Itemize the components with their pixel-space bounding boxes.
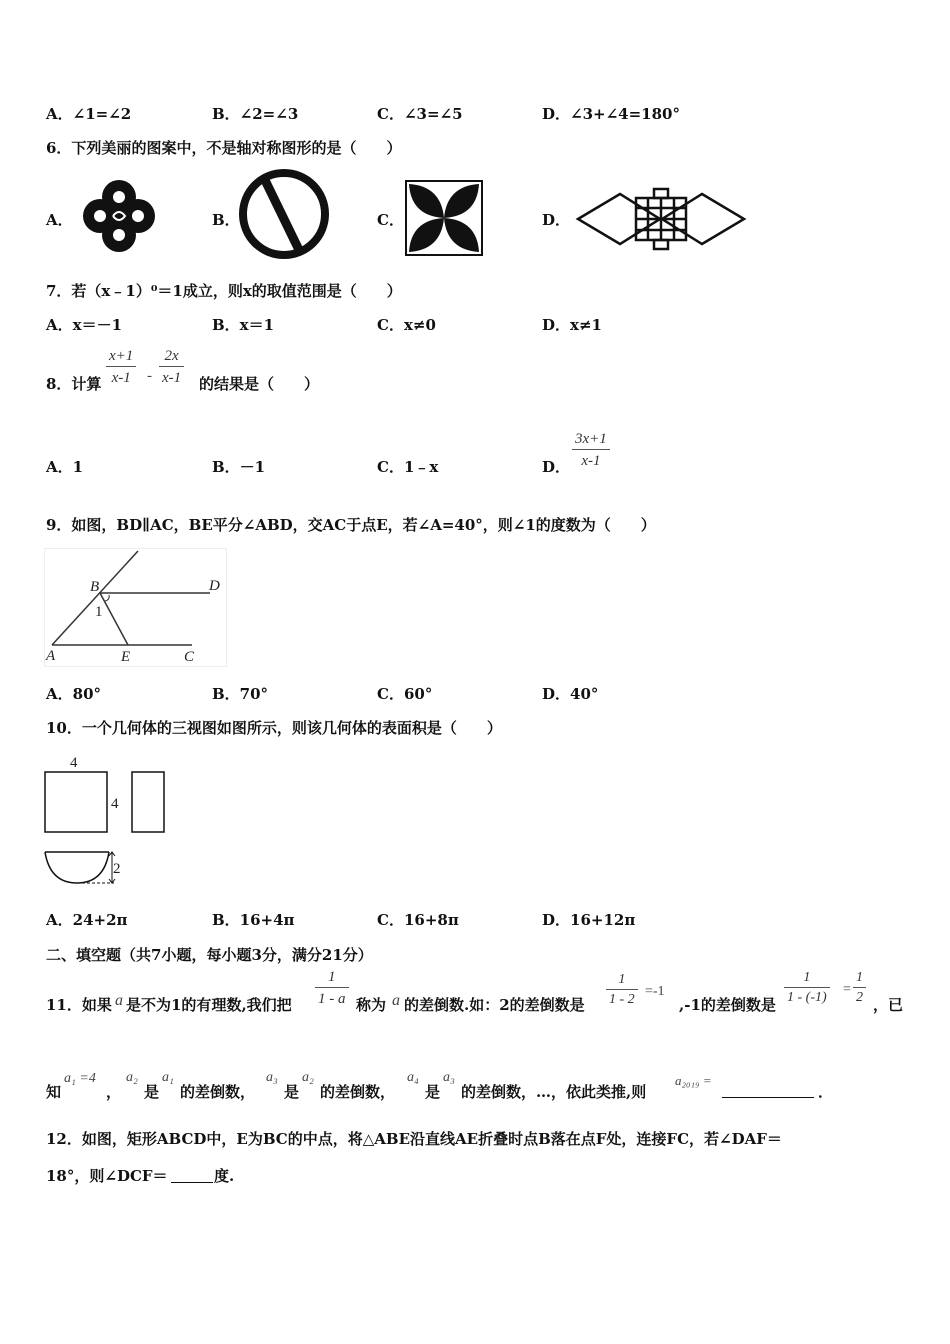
q9-label-d: D: [209, 578, 220, 594]
section-2-heading: 二、填空题（共7小题，每小题3分，满分21分）: [46, 946, 373, 964]
q8-frac1-denominator: x-1: [111, 370, 131, 386]
q10-stem: 10．一个几何体的三视图如图所示，则该几何体的表面积是（ ）: [46, 719, 502, 737]
q11-f-num: 1: [315, 967, 349, 988]
q11-eq2: =-1: [645, 984, 665, 999]
q11-tail: 的差倒数，…，依此类推,则: [461, 1083, 647, 1101]
pattern-d-chinese-knot-image: [576, 186, 746, 252]
q11-a2-1: a₂: [126, 1070, 138, 1085]
q11-is-2: 是: [284, 1083, 300, 1101]
q5-option-a: A．∠1=∠2: [46, 105, 132, 123]
q9-parallel-lines-figure: [44, 548, 228, 668]
q11-var-a-1: a: [115, 992, 123, 1009]
q7-stem: 7．若（x﹣1）⁰＝1成立，则x的取值范围是（ ）: [46, 282, 402, 300]
q7-option-a: A．x＝－1: [46, 316, 123, 334]
q9-option-a: A．80°: [46, 685, 102, 703]
q8-suffix: 的结果是（ ）: [199, 375, 320, 393]
q8-option-d: D．: [542, 458, 571, 476]
q9-option-c: C．60°: [377, 685, 433, 703]
q11-part1: 11．如果: [46, 996, 112, 1014]
q5-option-c: C．∠3=∠5: [377, 105, 463, 123]
q11-fraction-example-minus1: [784, 969, 830, 1008]
q11-part3: 称为: [356, 996, 387, 1014]
q6-stem: 6．下列美丽的图案中，不是轴对称图形的是（ ）: [46, 139, 402, 157]
q10-option-a: A．24+2π: [46, 911, 128, 929]
q11-f3-num: 1: [784, 969, 830, 988]
q7-option-c: C．x≠0: [377, 316, 436, 334]
q8-fraction-2: [159, 346, 184, 389]
q11-a4: a₄: [407, 1070, 419, 1085]
q8-prefix: 8．计算: [46, 375, 102, 393]
q11-fraction-result-half: [853, 969, 866, 1008]
q11-eq3-num: 1: [853, 969, 866, 988]
q11-answer-blank[interactable]: [722, 1096, 814, 1098]
q11-a2-2: a₂: [302, 1070, 314, 1085]
q7-option-b: B．x＝1: [212, 316, 275, 334]
q6-label-c: C．: [377, 211, 404, 229]
q11-eq3-den: 2: [856, 990, 863, 1005]
q8-option-c: C．1﹣x: [377, 458, 439, 476]
q8-option-d-fraction: [572, 429, 610, 472]
q11-is-1: 是: [144, 1083, 160, 1101]
q9-label-c: C: [184, 649, 195, 665]
q10-option-d: D．16+12π: [542, 911, 636, 929]
q8-d-numerator: 3x+1: [572, 429, 610, 450]
q8-option-b: B．－1: [212, 458, 266, 476]
q11-part2: 是不为1的有理数,我们把: [126, 996, 292, 1014]
q12-line2b: 度.: [214, 1167, 235, 1185]
q7-option-d: D．x≠1: [542, 316, 602, 334]
pattern-a-knot-image: [78, 178, 160, 254]
q9-option-b: B．70°: [212, 685, 269, 703]
q11-fraction-reciprocal: [315, 967, 349, 1010]
q8-fraction-1: [106, 346, 136, 389]
q11-comma: ，: [106, 1083, 122, 1101]
q10-label-height-2: 2: [113, 861, 121, 877]
q12-answer-blank[interactable]: [171, 1181, 213, 1183]
q5-option-d: D．∠3+∠4=180°: [542, 105, 680, 123]
pattern-b-circle-slash-image: [238, 168, 330, 260]
q8-option-a: A．1: [46, 458, 84, 476]
q9-label-angle-1: 1: [95, 604, 103, 620]
q11-part5: ,-1的差倒数是: [679, 996, 776, 1014]
q9-label-a: A: [46, 648, 56, 664]
q11-is-3: 是: [425, 1083, 441, 1101]
q11-of-1: 的差倒数，: [180, 1083, 256, 1101]
q9-stem: 9．如图，BD∥AC，BE平分∠ABD，交AC于点E，若∠A=40°，则∠1的度数为（ ）: [46, 516, 656, 534]
q8-frac1-numerator: x+1: [106, 346, 136, 367]
q11-a3-2: a₃: [443, 1070, 455, 1085]
q11-a2019: a₂₀₁₉ =: [675, 1073, 712, 1088]
q11-f2-den: 1 - 2: [609, 992, 635, 1007]
q11-var-a-2: a: [392, 992, 400, 1009]
q8-minus: -: [147, 368, 152, 384]
q11-fraction-example-2: [606, 971, 638, 1010]
q10-label-side-4: 4: [111, 796, 119, 812]
q11-f3-den: 1 - (-1): [787, 990, 827, 1005]
q6-label-d: D．: [542, 211, 571, 229]
q8-frac2-numerator: 2x: [159, 346, 184, 367]
q11-f-den: 1 - a: [318, 991, 346, 1007]
q12-line1: 12．如图，矩形ABCD中，E为BC的中点，将△ABE沿直线AE折叠时点B落在点F处，连接FC，若∠DAF＝: [46, 1130, 782, 1148]
q9-option-d: D．40°: [542, 685, 599, 703]
q10-label-top-4: 4: [70, 755, 78, 771]
q6-label-a: A．: [46, 211, 73, 229]
q8-d-denominator: x-1: [581, 453, 601, 469]
q11-a3-1: a₃: [266, 1070, 278, 1085]
q11-zhi: 知: [46, 1083, 62, 1101]
q11-a1-eq: a₁ =4: [64, 1071, 96, 1086]
q11-part4: 的差倒数.如：2的差倒数是: [404, 996, 585, 1014]
q5-option-b: B．∠2=∠3: [212, 105, 299, 123]
q8-frac2-denominator: x-1: [162, 370, 182, 386]
q11-a1-1: a₁: [162, 1070, 174, 1085]
q11-part6: ，已: [873, 996, 904, 1014]
q6-label-b: B．: [212, 211, 240, 229]
q10-option-c: C．16+8π: [377, 911, 459, 929]
q11-end: ．: [818, 1083, 834, 1101]
q9-label-b: B: [90, 579, 100, 595]
q11-f2-num: 1: [606, 971, 638, 990]
q11-of-2: 的差倒数，: [320, 1083, 396, 1101]
q10-three-views-figure: [42, 752, 172, 888]
q10-option-b: B．16+4π: [212, 911, 295, 929]
q9-label-e: E: [121, 649, 131, 665]
q11-eq3-sign: =: [843, 982, 851, 997]
pattern-c-petal-square-image: [405, 180, 483, 256]
q12-line2a: 18°，则∠DCF＝: [46, 1167, 168, 1185]
